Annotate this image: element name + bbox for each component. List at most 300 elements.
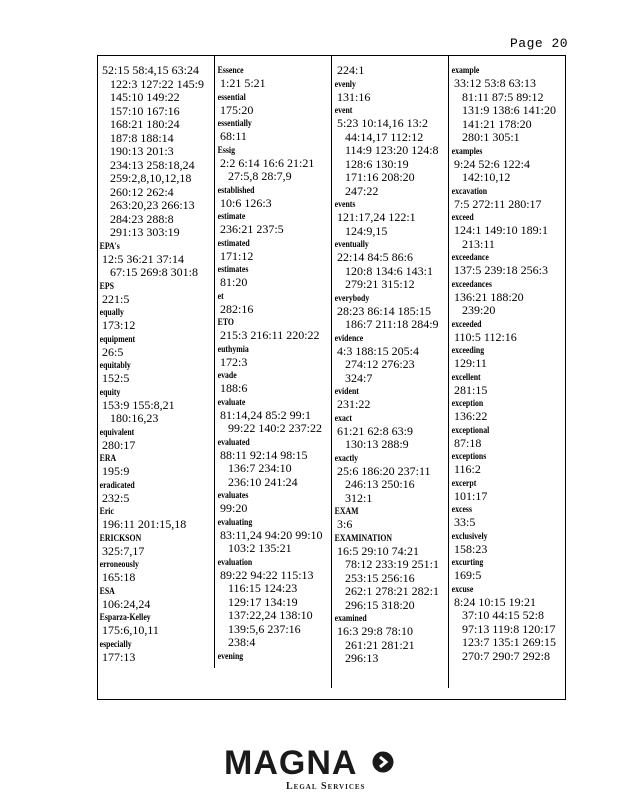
index-entry: [333, 453, 448, 506]
page-line-refs: [216, 130, 331, 144]
index-column-2: [216, 56, 331, 699]
page-line-refs: [450, 516, 567, 530]
page-line-refs: [450, 77, 567, 145]
index-term: exceeding: [451, 346, 485, 356]
ref-line: 44:14,17 112:12: [345, 129, 424, 144]
index-entry: [98, 453, 214, 479]
ref-line: 68:11: [220, 129, 247, 143]
index-term: ESA: [99, 586, 115, 597]
ref-line: 103:2 135:21: [228, 541, 292, 555]
index-term: established: [217, 185, 255, 196]
ref-line: 142:10,12: [462, 170, 511, 184]
index-term: example: [451, 66, 480, 76]
ref-line: 99:20: [220, 501, 248, 515]
index-term: especially: [99, 639, 132, 650]
page-line-refs: [216, 77, 331, 91]
page-line-refs: [216, 197, 331, 211]
index-entry: [216, 185, 331, 211]
ref-line: 157:10 167:16: [110, 103, 180, 118]
index-entry: [216, 211, 331, 237]
ref-line: 263:20,23 266:13: [110, 198, 195, 212]
index-term: exceedances: [451, 279, 492, 290]
ref-line: 196:11 201:15,18: [102, 517, 187, 531]
index-term: Essig: [217, 145, 235, 156]
index-entry: [216, 145, 331, 184]
index-term: exceptional: [451, 425, 490, 436]
index-term: equitably: [99, 361, 131, 371]
index-term: excess: [451, 505, 472, 515]
index-term: excellent: [451, 372, 481, 383]
ref-line: 124:9,15: [345, 223, 388, 238]
ref-line: 83:11,24 94:20 99:10: [220, 527, 323, 542]
page-line-refs: [333, 398, 448, 412]
index-term: et: [217, 291, 224, 302]
ref-line: 87:18: [454, 435, 482, 450]
page-line-refs: [333, 518, 448, 532]
index-entry: [98, 64, 214, 240]
ref-line: 106:24,24: [102, 596, 151, 611]
ref-line: 1:21 5:21: [220, 76, 266, 90]
logo-tagline: Legal Services: [286, 781, 366, 792]
ref-line: 33:12 53:8 63:13: [454, 76, 537, 90]
ref-line: 180:16,23: [110, 411, 159, 425]
index-entry: [216, 317, 331, 343]
index-term: equally: [99, 308, 124, 318]
ref-line: 33:5: [454, 515, 476, 529]
index-entry: [450, 319, 567, 345]
ref-line: 262:1 278:21 282:1: [345, 584, 440, 598]
ref-line: 171:16 208:20: [345, 170, 415, 184]
index-term: exact: [334, 413, 352, 424]
index-entry: [450, 478, 567, 504]
index-entry: [216, 118, 331, 144]
word-index-table: [97, 55, 566, 700]
index-entry: [450, 146, 567, 185]
index-entry: [450, 504, 567, 530]
ref-line: 4:3 188:15 205:4: [337, 343, 420, 358]
ref-line: 270:7 290:7 292:8: [462, 648, 551, 663]
ref-line: 129:17 134:19: [228, 594, 298, 609]
ref-line: 253:15 256:16: [345, 570, 415, 585]
page-line-refs: [333, 305, 448, 332]
page-line-refs: [98, 346, 214, 360]
ref-line: 259:2,8,10,12,18: [110, 171, 192, 185]
index-term: excurting: [451, 558, 484, 568]
page-line-refs: [450, 543, 567, 557]
ref-line: 158:23: [454, 541, 488, 556]
page-line-refs: [98, 465, 214, 479]
ref-line: 124:1 149:10 189:1: [454, 223, 549, 237]
page-line-refs: [450, 198, 567, 212]
index-column-1: [98, 56, 214, 699]
index-term: ERICKSON: [99, 533, 142, 544]
page-line-refs: [333, 64, 448, 78]
index-entry: [333, 105, 448, 198]
ref-line: 114:9 123:20 124:8: [345, 143, 439, 157]
index-entry: [216, 65, 331, 91]
index-term: evident: [334, 387, 359, 397]
ref-line: 325:7,17: [102, 543, 145, 558]
index-term: ETO: [217, 318, 234, 328]
ref-line: 141:21 178:20: [462, 116, 532, 131]
index-term: EPA's: [99, 241, 120, 252]
ref-line: 12:5 36:21 37:14: [102, 251, 185, 266]
column-divider: [448, 56, 449, 688]
page-line-refs: [98, 319, 214, 333]
index-entry: [98, 281, 214, 307]
ref-line: 324:7: [345, 370, 373, 385]
ref-line: 236:10 241:24: [228, 474, 298, 489]
index-entry: [450, 531, 567, 557]
index-term: essentially: [217, 119, 252, 129]
ref-line: 231:22: [337, 397, 371, 411]
ref-line: 81:11 87:5 89:12: [462, 89, 544, 104]
ref-line: 116:15 124:23: [228, 581, 298, 595]
index-term: evening: [217, 651, 244, 662]
index-term: evade: [217, 371, 237, 381]
ref-line: 131:16: [337, 89, 371, 104]
index-entry: [450, 398, 567, 424]
ref-line: 136:22: [454, 409, 488, 423]
ref-line: 221:5: [102, 291, 130, 306]
index-entry: [216, 344, 331, 370]
page-line-refs: [98, 518, 214, 532]
logo-wordmark: MAGNA: [224, 744, 358, 782]
ref-line: 130:13 288:9: [345, 437, 409, 451]
ref-line: 61:21 62:8 63:9: [337, 423, 414, 438]
index-entry: [98, 334, 214, 360]
ref-line: 168:21 180:24: [110, 117, 180, 131]
index-term: excavation: [451, 186, 488, 197]
page-line-refs: [216, 409, 331, 436]
ref-line: 123:7 135:1 269:15: [462, 635, 557, 649]
ref-line: 78:12 233:19 251:1: [345, 557, 440, 571]
index-term: exceptions: [451, 452, 487, 462]
ref-line: 16:3 29:8 78:10: [337, 624, 414, 638]
ref-line: 10:6 126:3: [220, 195, 272, 210]
index-column-3: [333, 56, 448, 699]
page-line-refs: [450, 410, 567, 424]
index-entry: [333, 506, 448, 532]
ref-line: 131:9 138:6 141:20: [462, 103, 557, 117]
ref-line: 274:12 276:23: [345, 357, 415, 371]
ref-line: 175:6,10,11: [102, 623, 159, 637]
index-term: evaluated: [217, 437, 250, 448]
ref-line: 136:21 188:20: [454, 289, 524, 304]
ref-line: 122:3 127:22 145:9: [110, 76, 205, 91]
ref-line: 234:13 258:18,24: [110, 157, 195, 172]
page-line-refs: [333, 345, 448, 386]
ref-line: 9:24 52:6 122:4: [454, 156, 531, 171]
page-line-refs: [216, 569, 331, 650]
ref-line: 175:20: [220, 102, 254, 117]
index-term: evaluate: [217, 397, 246, 408]
column-divider: [214, 56, 215, 668]
page-line-refs: [333, 545, 448, 613]
page-line-refs: [450, 224, 567, 251]
index-term: Essence: [217, 66, 244, 76]
index-entry: [333, 293, 448, 332]
page-line-refs: [216, 223, 331, 237]
index-entry: [333, 239, 448, 292]
ref-line: 89:22 94:22 115:13: [220, 567, 314, 582]
page-line-refs: [333, 425, 448, 452]
page-line-refs: [333, 465, 448, 506]
index-term: estimate: [217, 212, 246, 222]
ref-line: 246:13 250:16: [345, 477, 415, 491]
index-entry: [216, 490, 331, 516]
ref-line: 22:14 84:5 86:6: [337, 250, 414, 264]
ref-line: 186:7 211:18 284:9: [345, 317, 439, 331]
ref-line: 26:5: [102, 344, 124, 359]
ref-line: 101:17: [454, 488, 488, 503]
ref-line: 296:13: [345, 651, 379, 665]
page-line-refs: [98, 651, 214, 665]
index-entry: [450, 451, 567, 477]
page-line-refs: [216, 157, 331, 184]
index-entry: [450, 279, 567, 318]
ref-line: 8:24 10:15 19:21: [454, 594, 537, 609]
ref-line: 213:11: [462, 236, 495, 251]
page-line-refs: [98, 624, 214, 638]
index-entry: [450, 345, 567, 371]
ref-line: 153:9 155:8,21: [102, 397, 175, 412]
index-term: equipment: [99, 334, 136, 345]
page-line-refs: [98, 253, 214, 280]
index-entry: [216, 92, 331, 118]
ref-line: 52:15 58:4,15 63:24: [102, 63, 200, 77]
index-term: everybody: [334, 293, 370, 304]
index-term: ERA: [99, 454, 117, 464]
index-term: exclusively: [451, 531, 488, 542]
index-entry: [98, 533, 214, 559]
index-entry: [450, 252, 567, 278]
ref-line: 215:3 216:11 220:22: [220, 328, 320, 342]
logo-arrow-icon: [372, 751, 394, 773]
index-term: evaluation: [217, 557, 253, 568]
ref-line: 3:6: [337, 517, 353, 531]
ref-line: 67:15 269:8 301:8: [110, 265, 199, 279]
ref-line: 2:2 6:14 16:6 21:21: [220, 155, 315, 170]
index-term: erroneously: [99, 560, 139, 570]
page-number: Page 20: [510, 36, 569, 51]
index-entry: [98, 612, 214, 638]
ref-line: 172:3: [220, 354, 248, 369]
ref-line: 139:5,6 237:16: [228, 621, 301, 636]
column-divider: [331, 56, 332, 688]
index-term: exceed: [451, 213, 474, 223]
ref-line: 236:21 237:5: [220, 222, 284, 236]
index-entry: [98, 480, 214, 506]
ref-line: 121:17,24 122:1: [337, 210, 416, 224]
ref-line: 88:11 92:14 98:15: [220, 447, 308, 462]
page-line-refs: [98, 439, 214, 453]
index-term: equity: [99, 387, 121, 398]
ref-line: 120:8 134:6 143:1: [345, 263, 434, 278]
ref-line: 7:5 272:11 280:17: [454, 196, 542, 211]
page-line-refs: [216, 104, 331, 118]
page-line-refs: [450, 437, 567, 451]
ref-line: 129:11: [454, 356, 487, 370]
index-term: Eric: [99, 507, 114, 517]
page-line-refs: [216, 502, 331, 516]
index-term: examined: [334, 614, 367, 624]
index-term: event: [334, 106, 353, 116]
index-entry: [216, 238, 331, 264]
ref-line: 224:1: [337, 63, 365, 77]
index-entry: [450, 372, 567, 398]
index-term: evenly: [334, 79, 356, 90]
ref-line: 291:13 303:19: [110, 225, 180, 239]
index-term: essential: [217, 92, 246, 103]
ref-line: 281:15: [454, 382, 488, 397]
page-line-refs: [216, 382, 331, 396]
ref-line: 128:6 130:19: [345, 156, 409, 171]
index-term: estimated: [217, 238, 250, 249]
ref-line: 16:5 29:10 74:21: [337, 543, 420, 558]
index-entry: [216, 397, 331, 436]
ref-line: 260:12 262:4: [110, 184, 174, 199]
ref-line: 169:5: [454, 568, 482, 582]
ref-line: 188:6: [220, 381, 248, 395]
index-term: exactly: [334, 453, 359, 464]
page-line-refs: [98, 598, 214, 612]
index-term: exceeded: [451, 319, 482, 330]
ref-line: 81:14,24 85:2 99:1: [220, 407, 312, 422]
page-line-refs: [98, 372, 214, 386]
index-term: exception: [451, 399, 484, 409]
index-entry: [333, 79, 448, 105]
index-entry: [98, 427, 214, 453]
ref-line: 116:2: [454, 462, 481, 476]
index-entry: [98, 387, 214, 426]
index-term: evaluates: [217, 491, 249, 501]
index-entry: [450, 65, 567, 145]
index-term: Esparza-Kelley: [99, 613, 151, 623]
index-entry: [98, 586, 214, 612]
index-entry: [98, 639, 214, 665]
ref-line: 37:10 44:15 52:8: [462, 608, 545, 622]
page-line-refs: [216, 303, 331, 317]
index-entry: [98, 307, 214, 333]
index-term: eventually: [334, 240, 369, 250]
ref-line: 239:20: [462, 303, 496, 317]
ref-line: 280:17: [102, 437, 136, 452]
page-line-refs: [333, 91, 448, 105]
page-line-refs: [333, 117, 448, 198]
page-line-refs: [450, 596, 567, 664]
page-line-refs: [216, 329, 331, 343]
index-term: eradicated: [99, 480, 135, 491]
page-line-refs: [450, 569, 567, 583]
ref-line: 312:1: [345, 490, 373, 505]
ref-line: 152:5: [102, 371, 130, 385]
ref-line: 81:20: [220, 275, 248, 289]
index-entry: [98, 559, 214, 585]
index-entry: [450, 186, 567, 212]
index-term: EXAM: [334, 507, 359, 517]
index-entry: [333, 199, 448, 238]
index-entry: [98, 360, 214, 386]
ref-line: 177:13: [102, 649, 136, 664]
page-line-refs: [333, 251, 448, 292]
ref-line: 280:1 305:1: [462, 130, 520, 144]
index-term: EXAMINATION: [334, 533, 393, 544]
ref-line: 195:9: [102, 464, 130, 478]
ref-line: 296:15 318:20: [345, 597, 415, 612]
page-line-refs: [98, 545, 214, 559]
ref-line: 137:22,24 138:10: [228, 608, 313, 622]
index-entry: [450, 212, 567, 251]
page-line-refs: [216, 250, 331, 264]
page-line-refs: [216, 529, 331, 556]
index-term: excerpt: [451, 478, 477, 489]
index-term: exceedance: [451, 253, 489, 263]
page-line-refs: [216, 356, 331, 370]
ref-line: 247:22: [345, 183, 379, 198]
ref-line: 5:23 10:14,16 13:2: [337, 116, 429, 130]
index-entry: [216, 517, 331, 556]
ref-line: 282:16: [220, 301, 254, 316]
index-entry: [450, 425, 567, 451]
ref-line: 173:12: [102, 318, 136, 332]
index-term: evidence: [334, 333, 364, 344]
index-term: equivalent: [99, 427, 135, 438]
ref-line: 261:21 281:21: [345, 637, 415, 652]
page-line-refs: [450, 463, 567, 477]
index-column-4: [450, 56, 567, 699]
page-line-refs: [98, 492, 214, 506]
ref-line: 136:7 234:10: [228, 461, 292, 475]
index-entry: [216, 291, 331, 317]
index-term: estimates: [217, 265, 249, 275]
index-entry: [216, 651, 331, 663]
page-line-refs: [450, 357, 567, 371]
index-entry: [333, 386, 448, 412]
ref-line: 25:6 186:20 237:11: [337, 463, 431, 478]
index-term: excuse: [451, 584, 474, 595]
ref-line: 97:13 119:8 120:17: [462, 621, 556, 636]
index-term: euthymia: [217, 344, 249, 355]
magna-logo: [224, 745, 394, 795]
ref-line: 145:10 149:22: [110, 90, 180, 104]
ref-line: 27:5,8 28:7,9: [228, 169, 292, 183]
page-line-refs: [333, 211, 448, 238]
index-entry: [333, 64, 448, 78]
index-entry: [216, 370, 331, 396]
ref-line: 99:22 140:2 237:22: [228, 421, 323, 435]
ref-line: 110:5 112:16: [454, 329, 517, 344]
page-line-refs: [216, 276, 331, 290]
page-line-refs: [450, 384, 567, 398]
ref-line: 165:18: [102, 570, 136, 584]
ref-line: 238:4: [228, 635, 256, 649]
ref-line: 284:23 288:8: [110, 211, 174, 226]
index-term: EPS: [99, 281, 114, 292]
page-line-refs: [98, 293, 214, 307]
index-entry: [333, 613, 448, 666]
index-entry: [333, 413, 448, 452]
index-entry: [98, 506, 214, 532]
ref-line: 137:5 239:18 256:3: [454, 263, 549, 277]
page-line-refs: [98, 571, 214, 585]
index-term: examples: [451, 146, 483, 157]
index-entry: [216, 437, 331, 490]
page-line-refs: [450, 490, 567, 504]
ref-line: 171:12: [220, 248, 254, 263]
page-line-refs: [450, 158, 567, 185]
index-entry: [333, 533, 448, 613]
